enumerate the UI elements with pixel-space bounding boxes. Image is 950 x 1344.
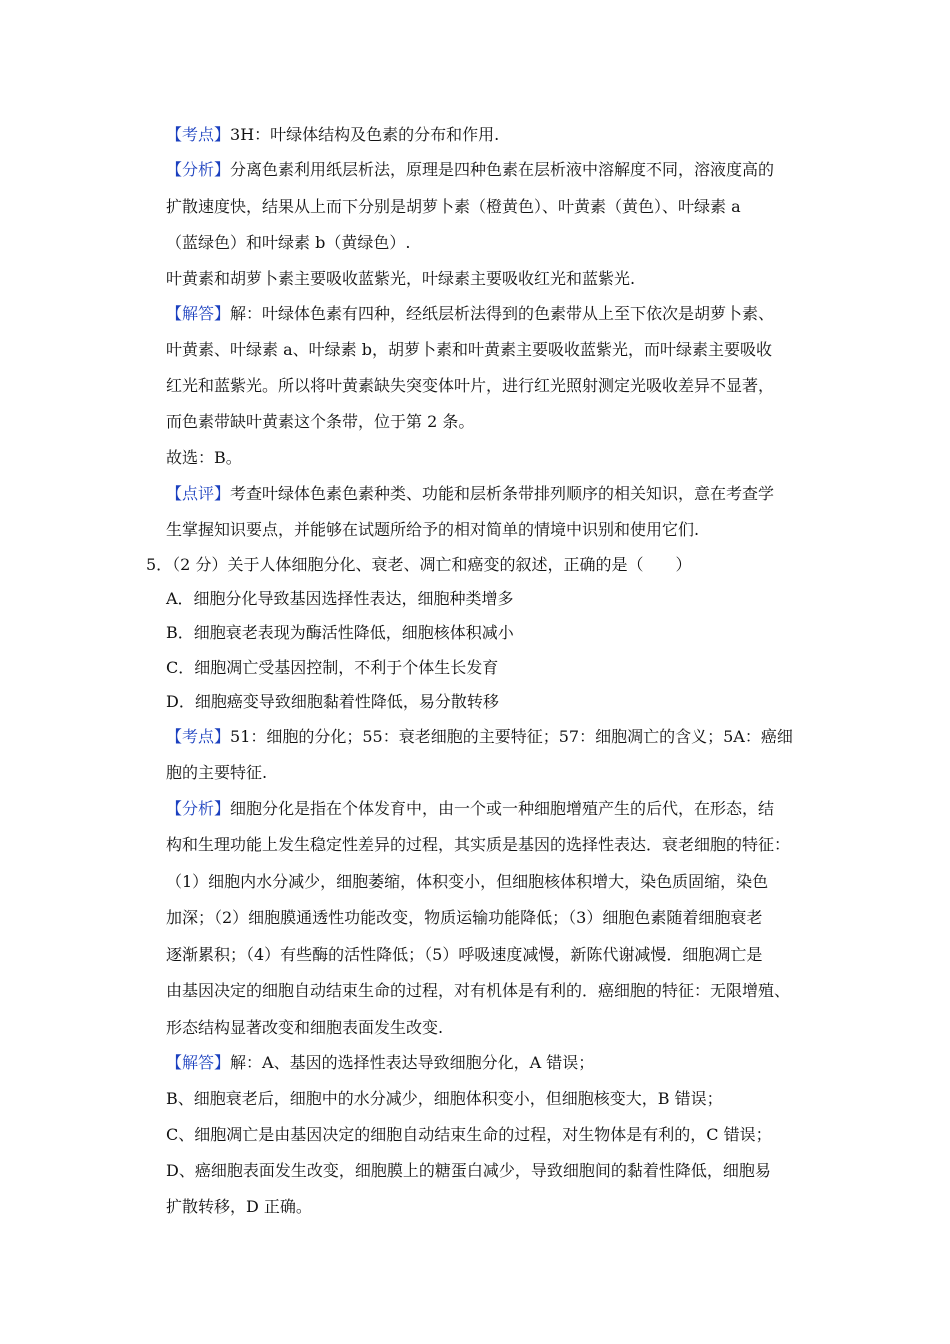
q5-fenxi <box>166 797 774 821</box>
q4-fenxi-line: （蓝绿色）和叶绿素 b（黄绿色）. <box>166 233 411 252</box>
fenxi-tag: 【分析】 <box>166 160 231 179</box>
kaodian-tag: 【考点】 <box>166 727 231 746</box>
q4-dianping <box>166 482 774 506</box>
jieda-tag: 【解答】 <box>166 304 231 323</box>
q5-jieda-line: D、癌细胞表面发生改变，细胞膜上的糖蛋白减少，导致细胞间的黏着性降低，细胞易 <box>166 1161 771 1180</box>
fenxi-tag: 【分析】 <box>166 799 231 818</box>
fenxi-text: 分离色素利用纸层析法，原理是四种色素在层析液中溶解度不同，溶液度高的 <box>230 160 775 179</box>
kaodian-tag: 【考点】 <box>166 125 231 144</box>
q4-fenxi <box>166 158 774 182</box>
kaodian-text: 3H：叶绿体结构及色素的分布和作用. <box>230 125 500 144</box>
q4-jieda-line: 红光和蓝紫光。所以将叶黄素缺失突变体叶片，进行红光照射测定光吸收差异不显著， <box>166 376 775 395</box>
q4-jieda-line: 而色素带缺叶黄素这个条带，位于第 2 条。 <box>166 412 475 431</box>
q5-fenxi-line: 由基因决定的细胞自动结束生命的过程，对有机体是有利的．癌细胞的特征：无限增殖、 <box>166 981 791 1000</box>
q5-fenxi-line: 加深；（2）细胞膜通透性功能改变，物质运输功能降低；（3）细胞色素随着细胞衰老 <box>166 908 763 927</box>
q5-jieda-line: 扩散转移，D 正确。 <box>166 1197 312 1216</box>
q5-fenxi-line: 形态结构显著改变和细胞表面发生改变. <box>166 1018 444 1037</box>
q4-kaodian <box>166 123 499 147</box>
jieda-tag: 【解答】 <box>166 1053 231 1072</box>
q4-dianping-line: 生掌握知识要点，并能够在试题所给予的相对简单的情境中识别和使用它们. <box>166 520 700 539</box>
jieda-text: 解：A、基因的选择性表达导致细胞分化，A 错误； <box>230 1053 595 1072</box>
dianping-text: 考查叶绿体色素色素种类、功能和层析条带排列顺序的相关知识，意在考查学 <box>230 484 775 503</box>
q5-kaodian <box>166 725 793 749</box>
q5-option-b: B．细胞衰老表现为酶活性降低，细胞核体积减小 <box>166 623 514 642</box>
q5-jieda <box>166 1051 594 1075</box>
q4-jieda <box>166 302 774 326</box>
q4-fenxi-line: 叶黄素和胡萝卜素主要吸收蓝紫光，叶绿素主要吸收红光和蓝紫光. <box>166 269 636 288</box>
q5-fenxi-line: 构和生理功能上发生稳定性差异的过程，其实质是基因的选择性表达．衰老细胞的特征： <box>166 835 791 854</box>
q5-option-c: C．细胞凋亡受基因控制，不利于个体生长发育 <box>166 658 499 677</box>
q5-jieda-line: C、细胞凋亡是由基因决定的细胞自动结束生命的过程，对生物体是有利的，C 错误； <box>166 1125 772 1144</box>
kaodian-text: 51：细胞的分化；55：衰老细胞的主要特征；57：细胞凋亡的含义；5A：癌细 <box>230 727 793 746</box>
jieda-text: 解：叶绿体色素有四种，经纸层析法得到的色素带从上至下依次是胡萝卜素、 <box>230 304 775 323</box>
fenxi-text: 细胞分化是指在个体发育中，由一个或一种细胞增殖产生的后代，在形态，结 <box>230 799 775 818</box>
q5-option-d: D．细胞癌变导致细胞黏着性降低，易分散转移 <box>166 692 499 711</box>
q5-jieda-line: B、细胞衰老后，细胞中的水分减少，细胞体积变小，但细胞核变大，B 错误； <box>166 1089 723 1108</box>
q5-kaodian-line: 胞的主要特征. <box>166 763 268 782</box>
q5-stem: 5．（2 分）关于人体细胞分化、衰老、凋亡和癌变的叙述，正确的是（ ） <box>146 555 692 574</box>
q5-fenxi-line: （1）细胞内水分减少，细胞萎缩，体积变小，但细胞核体积增大，染色质固缩，染色 <box>166 872 769 891</box>
q4-fenxi-line: 扩散速度快，结果从上而下分别是胡萝卜素（橙黄色）、叶黄素（黄色）、叶绿素 a <box>166 197 741 216</box>
q5-option-a: A．细胞分化导致基因选择性表达，细胞种类增多 <box>166 589 514 608</box>
q4-jieda-line: 叶黄素、叶绿素 a、叶绿素 b，胡萝卜素和叶黄素主要吸收蓝紫光，而叶绿素主要吸收 <box>166 340 772 359</box>
q5-fenxi-line: 逐渐累积；（4）有些酶的活性降低；（5）呼吸速度减慢，新陈代谢减慢．细胞凋亡是 <box>166 945 763 964</box>
q4-answer: 故选：B。 <box>166 448 242 467</box>
dianping-tag: 【点评】 <box>166 484 231 503</box>
